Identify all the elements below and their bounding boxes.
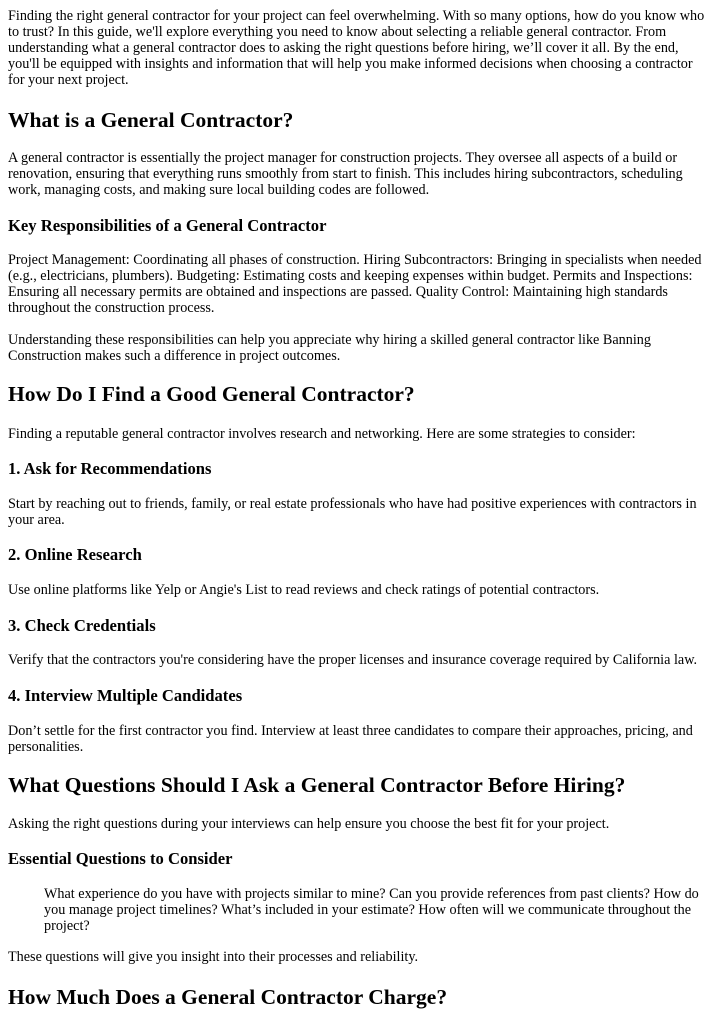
heading-step-2: 2. Online Research <box>8 545 142 564</box>
step-4-paragraph: Don’t settle for the first contractor you find. Interview at least three candidates to compare their approaches, pricing, and personalities. <box>8 723 693 755</box>
heading-essential-questions: Essential Questions to Consider <box>8 849 233 868</box>
responsibilities-paragraph: Project Management: Coordinating all phases of construction. Hiring Subcontractors: Bringing in specialists when needed (e.g., electricians, plumbers). Budgeting: Estimating costs and keeping expenses within budget. Permits and Inspections: Ensuring all necessary permits are obtained and inspections are passed. Quality Control: Maintaining high standards throughout the construction process. <box>8 252 702 316</box>
heading-key-responsibilities: Key Responsibilities of a General Contractor <box>8 216 327 235</box>
intro-paragraph: Finding the right general contractor for your project can feel overwhelming. With so many options, how do you know who to trust? In this guide, we'll explore everything you need to know about selecting a reliable general contractor. From understanding what a general contractor does to asking the right questions before hiring, we’ll cover it all. By the end, you'll be equipped with insights and information that will help you make informed decisions when choosing a contractor for your next project. <box>8 8 705 88</box>
heading-step-4: 4. Interview Multiple Candidates <box>8 686 243 705</box>
heading-step-3: 3. Check Credentials <box>8 616 156 635</box>
step-1-paragraph: Start by reaching out to friends, family, or real estate professionals who have had positive experiences with contractors in your area. <box>8 496 697 528</box>
what-is-paragraph: A general contractor is essentially the project manager for construction projects. They oversee all aspects of a build or renovation, ensuring that everything runs smoothly from start to finish. This includes hiring subcontractors, scheduling work, managing costs, and making sure local building codes are followed. <box>8 150 683 198</box>
find-intro-paragraph: Finding a reputable general contractor involves research and networking. Here are some strategies to consider: <box>8 426 636 442</box>
questions-closing-paragraph: These questions will give you insight into their processes and reliability. <box>8 949 419 965</box>
step-2-paragraph: Use online platforms like Yelp or Angie's List to read reviews and check ratings of potential contractors. <box>8 582 600 598</box>
questions-paragraph: What experience do you have with projects similar to mine? Can you provide references from past clients? How do you manage project timelines? What’s included in your estimate? How often will we communicate throughout the project? <box>44 886 699 934</box>
questions-intro-paragraph: Asking the right questions during your interviews can help ensure you choose the best fit for your project. <box>8 816 610 832</box>
responsibilities-closing-paragraph: Understanding these responsibilities can help you appreciate why hiring a skilled general contractor like Banning Construction makes such a difference in project outcomes. <box>8 332 651 364</box>
heading-find-good-contractor: How Do I Find a Good General Contractor? <box>8 382 415 406</box>
heading-step-1: 1. Ask for Recommendations <box>8 459 212 478</box>
heading-questions-before-hiring: What Questions Should I Ask a General Contractor Before Hiring? <box>8 773 626 797</box>
heading-what-is-general-contractor: What is a General Contractor? <box>8 108 294 132</box>
heading-contractor-cost: How Much Does a General Contractor Charge? <box>8 985 448 1009</box>
step-3-paragraph: Verify that the contractors you're considering have the proper licenses and insurance coverage required by California law. <box>8 652 698 668</box>
questions-blockquote <box>44 886 712 934</box>
